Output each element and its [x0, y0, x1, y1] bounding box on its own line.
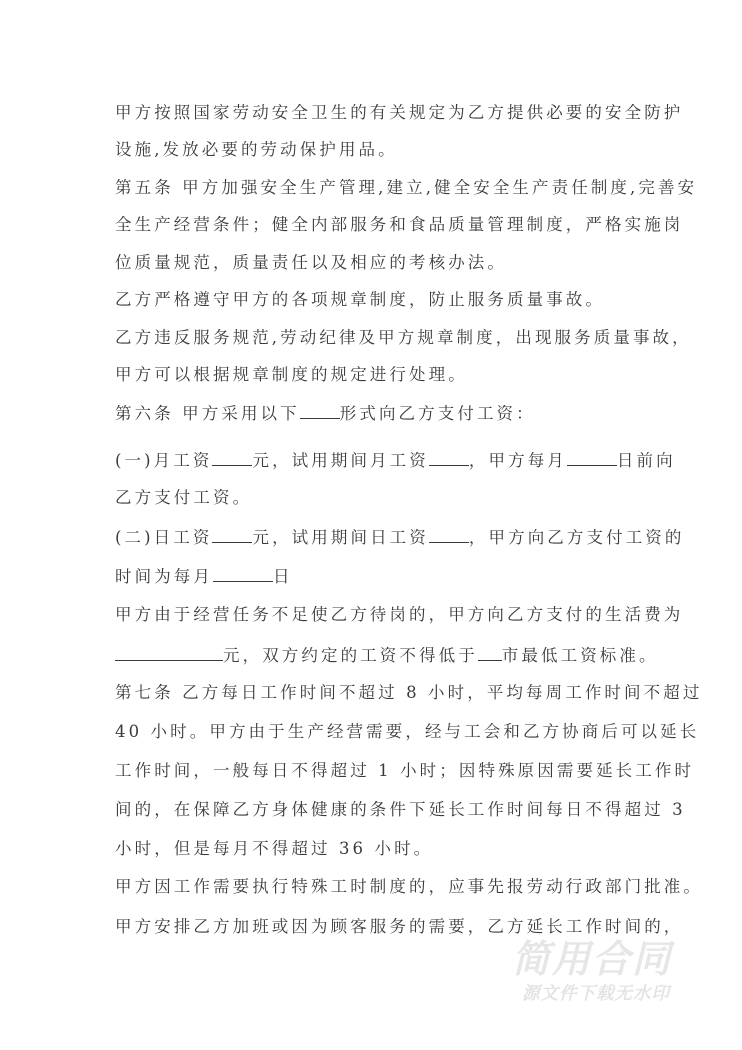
text-segment: 第六条 甲方采用以下	[115, 404, 300, 423]
text-line: 位质量规范，质量责任以及相应的考核办法。	[115, 253, 507, 272]
monthly-pay-date-blank[interactable]	[213, 566, 273, 582]
text-line: 乙方违反服务规范,劳动纪律及甲方规章制度，出现服务质量事故，	[115, 328, 692, 347]
text-segment: 时间为每月	[115, 567, 213, 586]
text-line: 甲方安排乙方加班或因为顾客服务的需要，乙方延长工作时间的，	[115, 917, 684, 936]
text-line: 甲方可以根据规章制度的规定进行处理。	[115, 365, 468, 384]
text-segment: 元，试用期间月工资	[252, 451, 429, 470]
living-allowance-line	[115, 645, 659, 666]
text-line: 甲方因工作需要执行特殊工时制度的，应事先报劳动行政部门批准。	[115, 877, 703, 896]
text-segment: 日前向	[616, 451, 676, 470]
probation-daily-wage-blank[interactable]	[429, 527, 469, 543]
text-segment: (二)日工资	[115, 528, 213, 547]
daily-wage-blank[interactable]	[212, 527, 252, 543]
text-line: 40 小时。甲方由于生产经营需要，经与工会和乙方协商后可以延长	[115, 722, 700, 741]
text-line: 小时，但是每月不得超过 36 小时。	[115, 839, 434, 858]
text-segment: 市最低工资标准。	[501, 646, 659, 665]
text-segment: ，甲方向乙方支付工资的	[468, 528, 685, 547]
text-line: 工作时间，一般每日不得超过 1 小时；因特殊原因需要延长工作时	[115, 761, 695, 780]
pay-day-blank[interactable]	[567, 450, 617, 466]
text-segment: ，甲方每月	[468, 451, 567, 470]
probation-monthly-wage-blank[interactable]	[429, 450, 469, 466]
text-line: 全生产经营条件；健全内部服务和食品质量管理制度，严格实施岗	[115, 215, 684, 234]
living-allowance-blank[interactable]	[115, 645, 223, 661]
text-line: 乙方支付工资。	[115, 488, 253, 507]
watermark-subtitle: 源文件下载无水印	[522, 984, 670, 1004]
city-blank[interactable]	[478, 645, 502, 661]
article-7-line: 第七条 乙方每日工作时间不超过 8 小时，平均每周工作时间不超过	[115, 683, 703, 702]
text-line: 设施,发放必要的劳动保护用品。	[115, 140, 398, 159]
article-6-line	[115, 403, 536, 424]
text-segment: 形式向乙方支付工资：	[339, 404, 536, 423]
text-line: 乙方严格遵守甲方的各项规章制度，防止服务质量事故。	[115, 290, 605, 309]
monthly-wage-line	[115, 450, 676, 471]
text-line: 间的，在保障乙方身体健康的条件下延长工作时间每日不得超过 3	[115, 800, 686, 819]
text-segment: 元，试用期间日工资	[252, 528, 429, 547]
watermark-title: 简用合同	[512, 937, 673, 981]
text-segment: (一)月工资	[115, 451, 213, 470]
article-5-line: 第五条 甲方加强安全生产管理,建立,健全安全生产责任制度,完善安	[115, 178, 698, 197]
pay-date-line	[115, 566, 293, 587]
text-line: 甲方由于经营任务不足使乙方待岗的，甲方向乙方支付的生活费为	[115, 605, 684, 624]
daily-wage-line	[115, 527, 685, 548]
text-segment: 日	[273, 567, 293, 586]
payment-form-blank[interactable]	[300, 403, 340, 419]
monthly-wage-blank[interactable]	[212, 450, 252, 466]
text-segment: 元，双方约定的工资不得低于	[223, 646, 478, 665]
text-line: 甲方按照国家劳动安全卫生的有关规定为乙方提供必要的安全防护	[115, 103, 684, 122]
